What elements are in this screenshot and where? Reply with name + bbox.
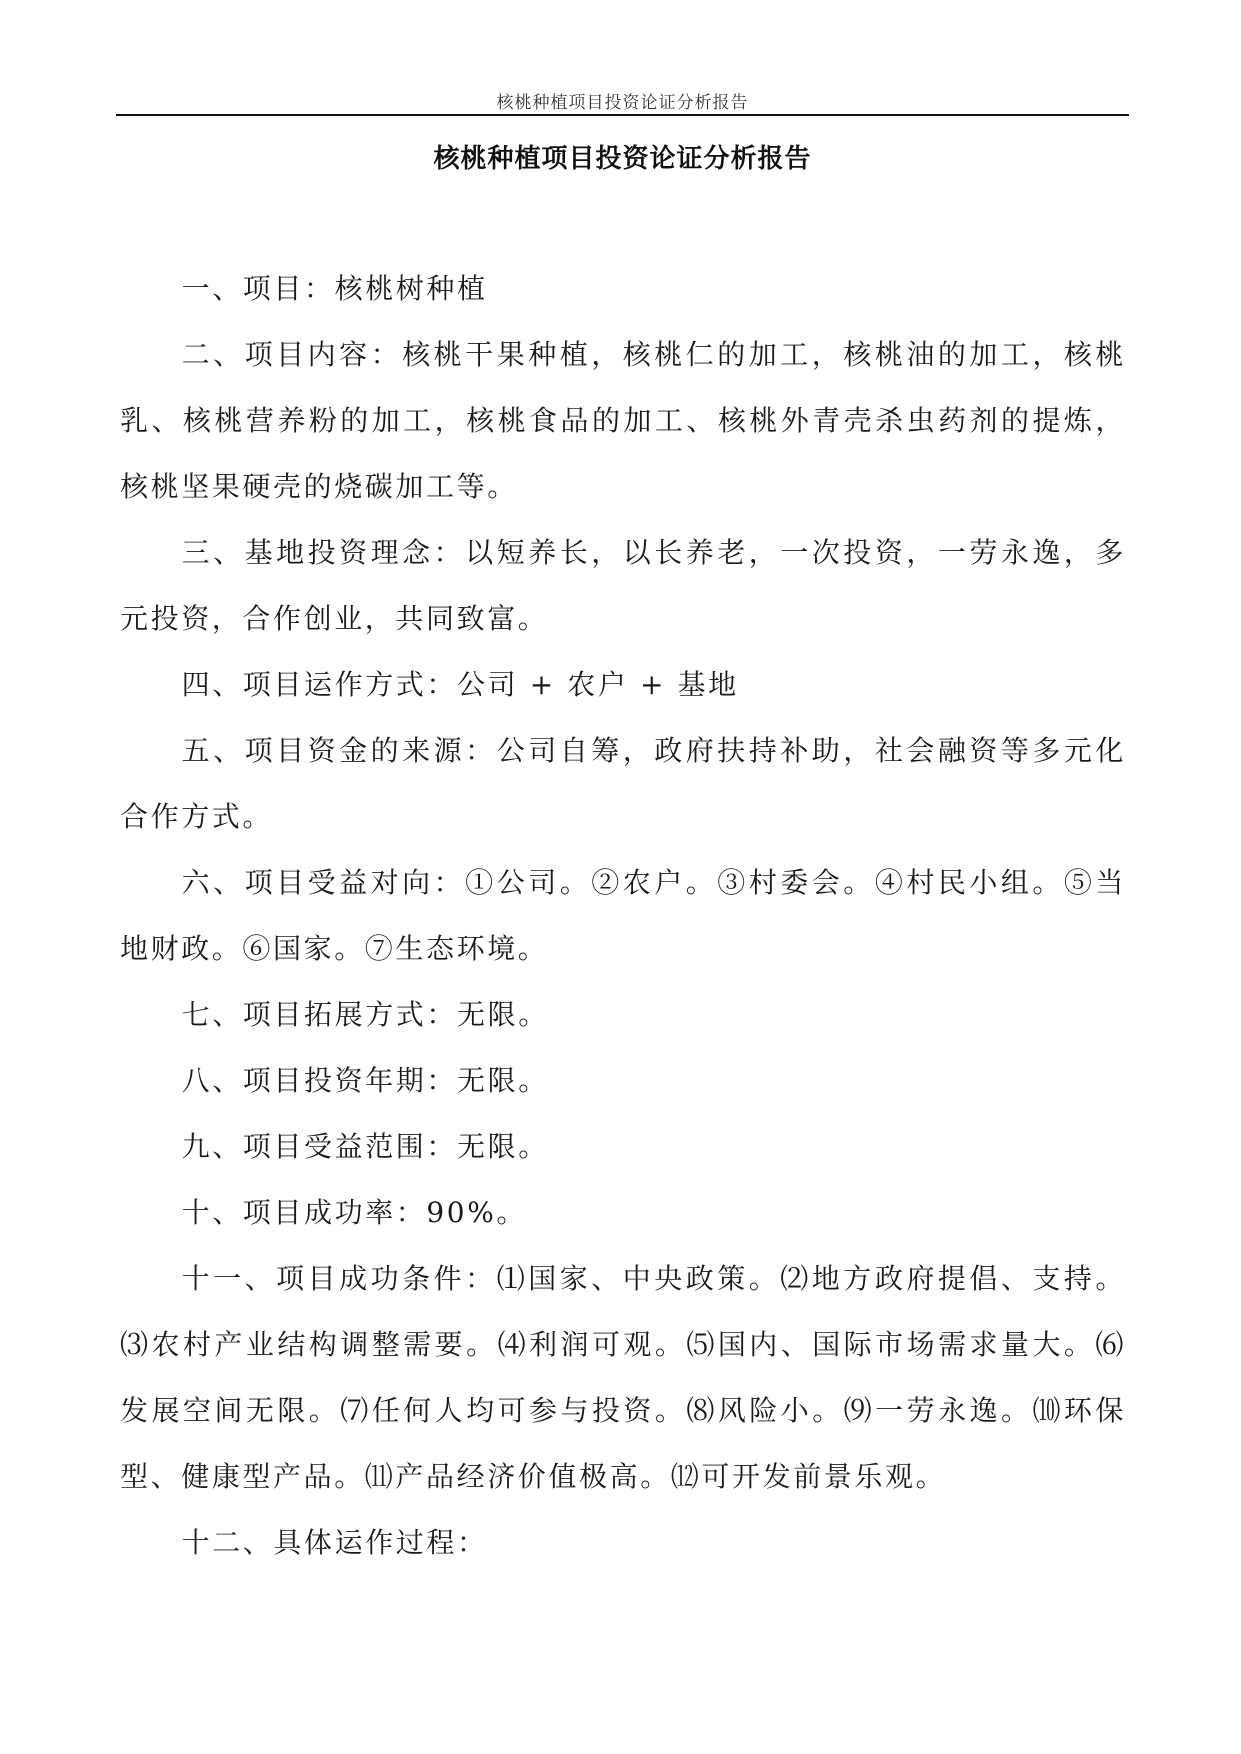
paragraph-investment-term: 八、项目投资年期：无限。 (181, 1064, 549, 1097)
running-header: 核桃种植项目投资论证分析报告 (496, 93, 749, 113)
header-rule (116, 114, 1129, 116)
paragraph-success-conditions: 十一、项目成功条件：⑴国家、中央政策。⑵地方政府提倡、支持。⑶农村产业结构调整需要。⑷利润可观。⑸国内、国际市场需求量大。⑹发展空间无限。⑺任何人均可参与投资。⑻风险小。⑼一劳永逸。⑽环保型、健康型产品。⑾产品经济价值极高。⑿可开发前景乐观。 (120, 1262, 1126, 1493)
paragraph-project-content: 二、项目内容：核桃干果种植，核桃仁的加工，核桃油的加工，核桃乳、核桃营养粉的加工，核桃食品的加工、核桃外青壳杀虫药剂的提炼，核桃坚果硬壳的烧碳加工等。 (120, 338, 1126, 503)
document-body (120, 256, 1126, 1576)
document-title: 核桃种植项目投资论证分析报告 (433, 144, 812, 174)
paragraph-benefit-scope: 九、项目受益范围：无限。 (181, 1130, 549, 1163)
paragraph-operation-process: 十二、具体运作过程： (181, 1526, 488, 1559)
paragraph-success-rate: 十、项目成功率：90%。 (181, 1196, 528, 1229)
paragraph-expansion: 七、项目拓展方式：无限。 (181, 998, 549, 1031)
paragraph-funding-source: 五、项目资金的来源：公司自筹，政府扶持补助，社会融资等多元化合作方式。 (120, 734, 1126, 833)
paragraph-beneficiaries: 六、项目受益对向：①公司。②农户。③村委会。④村民小组。⑤当地财政。⑥国家。⑦生态环境。 (120, 866, 1126, 965)
paragraph-operation-mode: 四、项目运作方式：公司 + 农户 + 基地 (181, 668, 739, 701)
paragraph-project: 一、项目：核桃树种植 (181, 272, 488, 305)
paragraph-investment-concept: 三、基地投资理念：以短养长，以长养老，一次投资，一劳永逸，多元投资，合作创业，共同致富。 (120, 536, 1126, 635)
